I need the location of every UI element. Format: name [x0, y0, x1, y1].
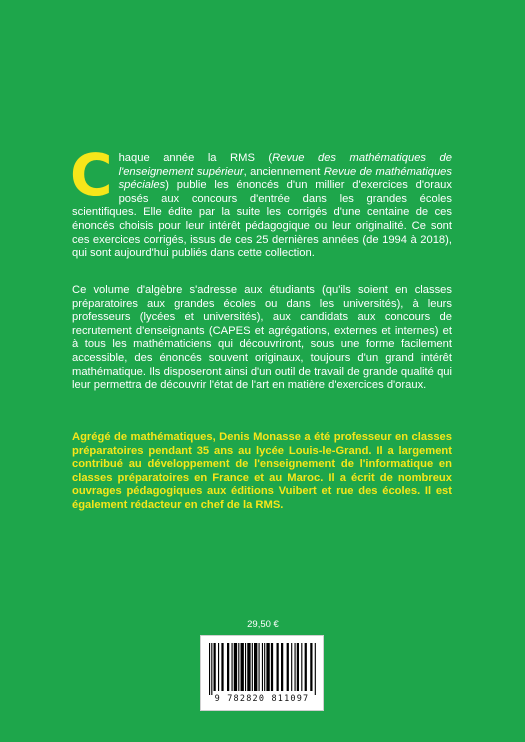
barcode-stripe: [287, 643, 289, 691]
barcode-stripe: [266, 643, 269, 691]
barcode-stripe: [281, 643, 283, 691]
barcode-stripe: [254, 643, 257, 691]
barcode-stripe: [218, 643, 219, 691]
barcode-stripe: [277, 643, 279, 691]
barcode-stripe: [252, 643, 253, 691]
barcode-stripe: [301, 643, 302, 691]
barcode-stripe: [209, 643, 210, 695]
journal-title: Revue des mathématiques de l'enseignement supérieur: [118, 152, 452, 178]
barcode-stripe: [247, 643, 250, 691]
barcode-stripe: [271, 643, 273, 691]
barcode-stripe: [310, 643, 312, 691]
barcode-stripe: [227, 643, 229, 691]
barcode-stripe: [264, 643, 265, 691]
barcode-stripe: [238, 643, 239, 691]
barcode-stripe: [221, 643, 223, 691]
price-label: 29,50 €: [247, 619, 279, 630]
barcode-stripe: [291, 643, 292, 691]
barcode: [200, 635, 324, 711]
barcode-stripe: [259, 643, 260, 691]
barcode-stripe: [297, 643, 299, 691]
barcode-stripe: [234, 643, 237, 691]
barcode-stripe: [245, 643, 246, 691]
author-bio: Agrégé de mathématiques, Denis Monasse a été professeur en classes préparatoires pendant 35 ans au lycée Louis-le-Grand. Il a largement contribué au développement de l'enseignement de l'informatique en classes préparatoires en France et au Maroc. Il a écrit de nombreux ouvrages pédagogiques aux éditions Vuibert et rue des écoles. Il est également rédacteur en chef de la RMS.: [72, 431, 452, 511]
barcode-stripe: [262, 643, 263, 691]
barcode-stripe: [211, 643, 212, 695]
barcode-stripe: [315, 643, 316, 695]
former-journal-title: Revue de mathématiques spéciales: [118, 165, 452, 192]
intro-paragraph: Chaque année la RMS (Revue des mathématiques de l'enseignement supérieur, anciennement Revue de mathématiques spéciales) publie les énoncés d'un millier d'exercices d'oraux posés aux concours d'entrée dans les grandes écoles scientifiques. Elle édite par la suite les corrigés d'une centaine de ces énoncés choisis pour leur intérêt pédagogique ou leur originalité. Ce sont ces exercices corrigés, issus de ces 25 dernières années (de 1994 à 2018), qui sont aujourd'hui publiés dans cette collection.: [70, 141, 452, 260]
barcode-stripe: [214, 643, 216, 691]
barcode-stripe: [305, 643, 307, 691]
drop-cap: C: [70, 141, 113, 209]
barcode-stripe: [232, 643, 233, 691]
barcode-stripe: [295, 643, 296, 691]
barcode-bars: [209, 643, 317, 695]
isbn-digits: 9 782820 811097: [214, 694, 310, 704]
volume-description: Ce volume d'algèbre s'adresse aux étudiants (qu'ils soient en classes préparatoires aux grandes écoles ou dans les universités), à leurs professeurs (lycées et universités), aux candidats aux concours de recrutement d'enseignants (CAPES et agrégations, externes et internes) et à tous les mathématiciens qui découvriront, sous une forme facilement accessible, des énoncés souvent originaux, toujours d'un grand intérêt mathématique. Ils disposeront ainsi d'un outil de travail de grande qualité qui leur permettra de découvrir l'état de l'art en matière d'exercices d'oraux.: [72, 284, 452, 392]
barcode-stripe: [241, 643, 244, 691]
